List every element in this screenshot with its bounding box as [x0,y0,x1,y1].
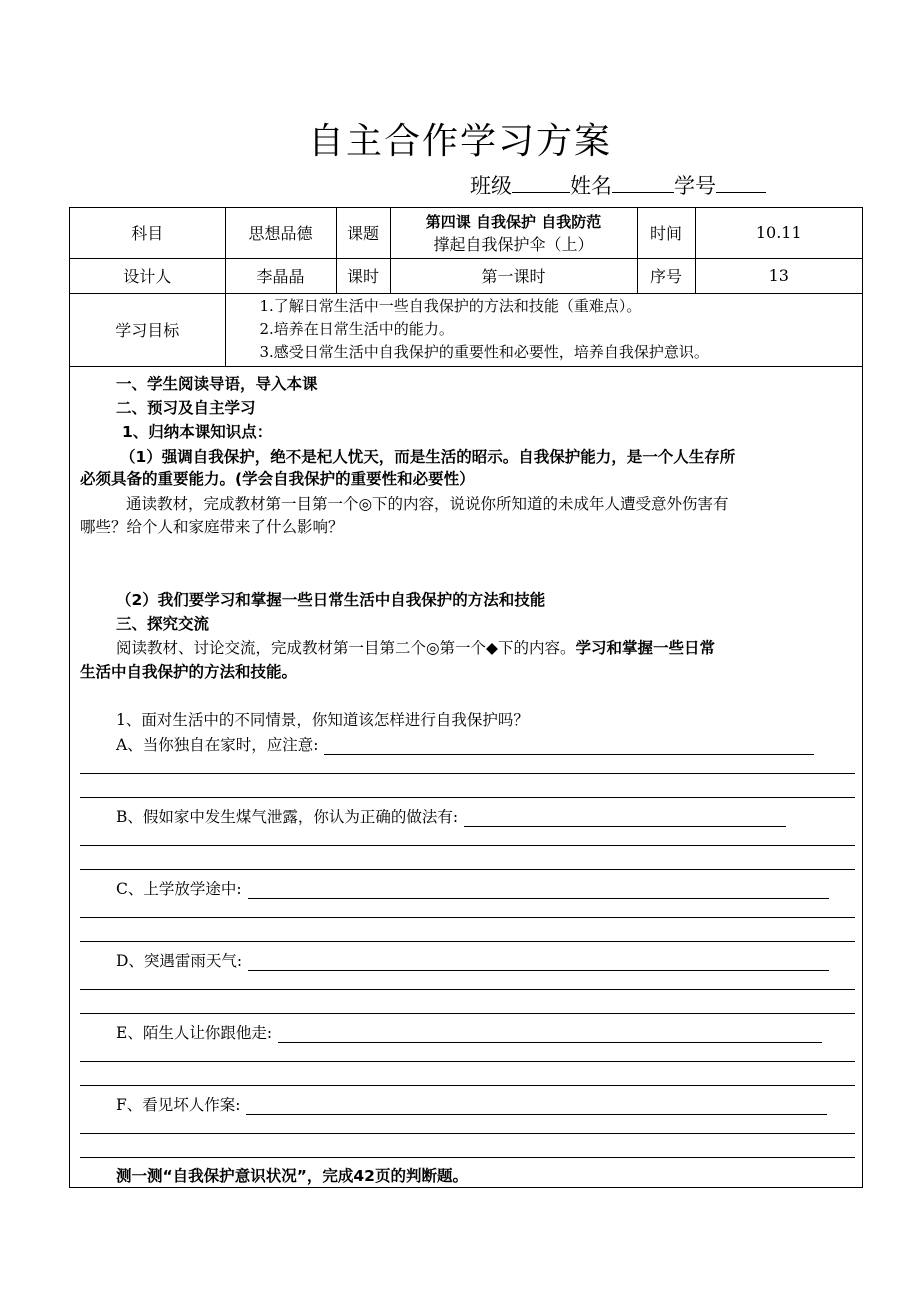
answer-line[interactable] [80,917,855,918]
subject-label: 科目 [70,208,225,258]
question-b [116,805,786,827]
id-blank[interactable] [716,172,766,193]
answer-line[interactable] [248,969,829,971]
question-intro: 1、面对生活中的不同情景，你知道该怎样进行自我保护吗？ [116,711,529,729]
goals-cell [225,293,862,366]
time-label: 时间 [637,208,695,258]
question-a-text: A、当你独自在家时，应注意: [116,736,319,754]
answer-line[interactable] [248,897,829,899]
question-d-text: D、突遇雷雨天气: [116,952,243,970]
designer-value: 李晶晶 [225,258,336,293]
answer-line[interactable] [80,1085,855,1086]
period-value: 第一课时 [390,258,637,293]
name-blank[interactable] [612,172,674,193]
id-label: 学号 [674,174,716,198]
goal-item: 2.培养在日常生活中的能力。 [259,320,454,338]
answer-line[interactable] [80,773,855,774]
class-label: 班级 [470,174,512,198]
answer-line[interactable] [464,825,786,827]
student-info-line [470,170,766,200]
sub-heading: 1、归纳本课知识点： [122,423,273,441]
task-text-bold: 学习和掌握一些日常 [575,639,715,657]
question-a [116,733,814,755]
answer-line[interactable] [80,941,855,942]
answer-line[interactable] [80,1013,855,1014]
section-heading: 三、探究交流 [116,615,210,633]
header-row-1 [70,208,862,258]
task-text: 通读教材，完成教材第一目第一个◎下的内容，说说你所知道的未成年人遭受意外伤害有 [126,495,729,513]
key-point-line: （2）我们要学习和掌握一些日常生活中自我保护的方法和技能 [116,591,546,609]
header-table [70,208,862,367]
topic-value [390,208,637,258]
answer-line[interactable] [80,869,855,870]
section-heading: 一、学生阅读导语，导入本课 [116,375,318,393]
answer-line[interactable] [246,1113,827,1115]
topic-line-1: 第四课 自我保护 自我防范 [425,212,602,231]
answer-line[interactable] [80,845,855,846]
question-c [116,877,829,899]
task-text-bold: 生活中自我保护的方法和技能。 [80,663,298,681]
time-value: 10.11 [695,208,862,258]
question-d [116,949,829,971]
answer-line[interactable] [80,989,855,990]
task-text [116,636,715,658]
answer-line[interactable] [80,1157,855,1158]
goals-label: 学习目标 [70,293,225,366]
goal-item: 3.感受日常生活中自我保护的重要性和必要性，培养自我保护意识。 [259,343,709,361]
goal-item: 1.了解日常生活中一些自我保护的方法和技能（重难点）。 [259,297,642,315]
seq-value: 13 [695,258,862,293]
question-e [116,1021,822,1043]
seq-label: 序号 [637,258,695,293]
answer-line[interactable] [324,753,814,755]
lesson-sheet [69,207,863,1188]
section-heading: 二、预习及自主学习 [116,399,256,417]
class-blank[interactable] [512,172,570,193]
header-row-3 [70,293,862,366]
topic-label: 课题 [336,208,390,258]
question-f-text: F、看见坏人作案: [116,1096,241,1114]
answer-line[interactable] [278,1041,822,1043]
key-point-line: （1）强调自我保护，绝不是杞人忧天，而是生活的昭示。自我保护能力，是一个人生存所 [120,448,736,466]
header-row-2 [70,258,862,293]
page-title: 自主合作学习方案 [307,121,612,162]
name-label: 姓名 [570,174,612,198]
task-text: 哪些？给个人和家庭带来了什么影响？ [80,518,344,536]
period-label: 课时 [336,258,390,293]
answer-line[interactable] [80,1133,855,1134]
question-c-text: C、上学放学途中: [116,880,242,898]
question-e-text: E、陌生人让你跟他走: [116,1024,273,1042]
topic-line-2: 撑起自我保护伞（上） [433,234,594,254]
designer-label: 设计人 [70,258,225,293]
task-text-normal: 阅读教材、讨论交流，完成教材第一目第二个◎第一个◆下的内容。 [116,639,576,657]
key-point-line: 必须具备的重要能力。(学会自我保护的重要性和必要性） [80,470,475,488]
self-test-instruction: 测一测“自我保护意识状况”，完成42页的判断题。 [116,1167,468,1185]
subject-value: 思想品德 [225,208,336,258]
answer-line[interactable] [80,797,855,798]
question-b-text: B、假如家中发生煤气泄露，你认为正确的做法有: [116,808,459,826]
question-f [116,1093,827,1115]
answer-line[interactable] [80,1061,855,1062]
